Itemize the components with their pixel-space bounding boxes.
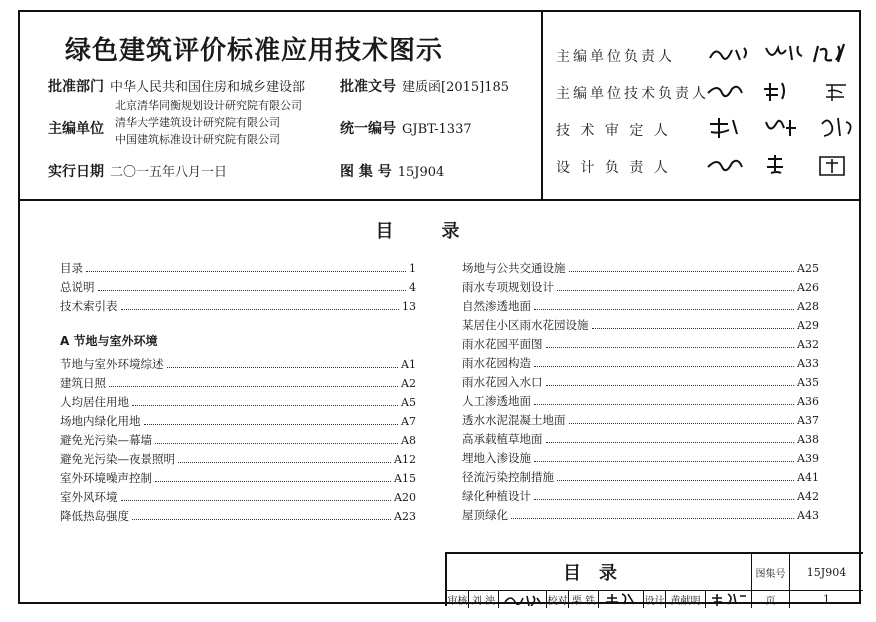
- handwritten-signatures: [706, 151, 866, 179]
- toc-leader: [534, 461, 794, 462]
- toc-leader: [132, 405, 398, 406]
- toc-entry[interactable]: [60, 470, 416, 489]
- editor-unit: 中国建筑标准设计研究院有限公司: [115, 133, 280, 146]
- signature-row: [556, 114, 856, 142]
- toc-entry[interactable]: [462, 431, 819, 450]
- toc-entry[interactable]: [462, 298, 819, 317]
- title-block: [445, 552, 863, 606]
- toc-entry-name: 人均居住用地: [60, 395, 129, 409]
- toc-entry-page: A1: [401, 358, 416, 371]
- toc-entry-page: A36: [797, 395, 819, 408]
- toc-entry-name: 雨水花园入水口: [462, 375, 543, 389]
- editor-units-label: 主编单位: [48, 121, 104, 137]
- toc-entry-page: A5: [401, 396, 416, 409]
- toc-entry-page: 4: [409, 281, 416, 294]
- toc-leader: [534, 499, 794, 500]
- toc-entry[interactable]: [462, 507, 819, 526]
- toc-leader: [155, 481, 391, 482]
- toc-entry[interactable]: [60, 375, 416, 394]
- handwritten-signatures: [706, 77, 866, 105]
- toc-heading: 目录: [375, 221, 508, 242]
- toc-entry[interactable]: [60, 298, 416, 317]
- toc-entry[interactable]: [60, 356, 416, 375]
- toc-entry[interactable]: [60, 451, 416, 470]
- toc-leader: [546, 442, 795, 443]
- toc-entry-name: 某居住小区雨水花园设施: [462, 318, 589, 332]
- toc-entry-name: 人工渗透地面: [462, 394, 531, 408]
- toc-entry-name: 绿化种植设计: [462, 489, 531, 503]
- toc-entry-page: A28: [797, 300, 819, 313]
- toc-entry-page: A26: [797, 281, 819, 294]
- toc-entry-name: 节地与室外环境综述: [60, 357, 164, 371]
- toc-entry[interactable]: [60, 279, 416, 298]
- unified-no-value: GJBT-1337: [402, 122, 472, 137]
- toc-entry-page: A7: [401, 415, 416, 428]
- checker-name: 栗 铁: [569, 590, 599, 608]
- toc-spacer: [60, 317, 416, 328]
- handwritten-signature: [603, 592, 639, 606]
- toc-entry-name: 降低热岛强度: [60, 509, 129, 523]
- toc-entry-page: A15: [394, 472, 416, 485]
- toc-entry-name: 透水水泥混凝土地面: [462, 413, 566, 427]
- atlas-title: 绿色建筑评价标准应用技术图示: [65, 36, 444, 66]
- handwritten-signature: [503, 592, 543, 606]
- toc-entry-page: A42: [797, 490, 819, 503]
- toc-leader: [557, 480, 794, 481]
- handwritten-signatures: [706, 40, 866, 68]
- toc-entry[interactable]: [462, 279, 819, 298]
- review-label: 审核: [447, 590, 469, 608]
- signature-row: [556, 40, 856, 68]
- design-label: 设计: [644, 590, 666, 608]
- toc-entry-name: 自然渗透地面: [462, 299, 531, 313]
- toc-entry[interactable]: [462, 336, 819, 355]
- toc-entry[interactable]: [60, 508, 416, 527]
- toc-leader: [167, 367, 399, 368]
- toc-entry-page: A32: [797, 338, 819, 351]
- signature-role: 技 术 审 定 人: [556, 123, 671, 139]
- approval-dept: [48, 76, 305, 96]
- approval-dept-value: 中华人民共和国住房和城乡建设部: [110, 80, 306, 95]
- unified-no: [340, 118, 472, 138]
- editor-units-list: [115, 97, 302, 148]
- toc-entry-name: 高承载植草地面: [462, 432, 543, 446]
- effective-date-value: 二〇一五年八月一日: [110, 165, 228, 180]
- toc-entry-name: 埋地入渗设施: [462, 451, 531, 465]
- toc-entry-page: A43: [797, 509, 819, 522]
- toc-entry-name: 场地与公共交通设施: [462, 261, 566, 275]
- signature-role: 设 计 负 责 人: [556, 160, 671, 176]
- toc-leader: [86, 271, 406, 272]
- toc-entry-page: A8: [401, 434, 416, 447]
- toc-entry-name: 屋顶绿化: [462, 508, 508, 522]
- toc-leader: [569, 423, 795, 424]
- approval-doc-label: 批准文号: [340, 79, 396, 95]
- header-divider: [20, 199, 859, 201]
- toc-entry[interactable]: [60, 260, 416, 279]
- toc-leader: [144, 424, 399, 425]
- toc-entry-page: A33: [797, 357, 819, 370]
- atlas-no-value: 15J904: [397, 165, 445, 180]
- toc-entry-name: 总说明: [60, 280, 95, 294]
- toc-entry[interactable]: [462, 317, 819, 336]
- toc-entry-name: 室外风环境: [60, 490, 118, 504]
- toc-leader: [121, 309, 400, 310]
- handwritten-signature: [711, 592, 747, 606]
- toc-entry-name: 避免光污染—幕墙: [60, 433, 152, 447]
- toc-entry[interactable]: [462, 450, 819, 469]
- effective-date: [48, 161, 227, 181]
- toc-entry-page: A35: [797, 376, 819, 389]
- unified-no-label: 统一编号: [340, 121, 396, 137]
- reviewer-signature: [499, 590, 547, 608]
- signature-row: [556, 151, 856, 179]
- toc-entry-page: A2: [401, 377, 416, 390]
- toc-leader: [98, 290, 407, 291]
- approval-doc: [340, 76, 509, 96]
- toc-section-title: A 节地与室外环境: [60, 334, 158, 348]
- atlas-no: [340, 161, 444, 181]
- toc-entry-name: 技术索引表: [60, 299, 118, 313]
- toc-entry-page: A23: [394, 510, 416, 523]
- toc-entry-name: 目录: [60, 261, 83, 275]
- toc-entry-name: 场地内绿化用地: [60, 414, 141, 428]
- toc-leader: [121, 500, 392, 501]
- editor-unit: 北京清华同衡规划设计研究院有限公司: [115, 99, 302, 112]
- toc-entry[interactable]: [462, 412, 819, 431]
- toc-entry-name: 径流污染控制措施: [462, 470, 554, 484]
- toc-entry[interactable]: [462, 488, 819, 507]
- toc-leader: [132, 519, 391, 520]
- toc-entry-name: 雨水花园构造: [462, 356, 531, 370]
- toc-entry-page: A29: [797, 319, 819, 332]
- toc-leader: [534, 366, 794, 367]
- toc-entry[interactable]: [462, 469, 819, 488]
- toc-entry-page: A37: [797, 414, 819, 427]
- toc-leader: [569, 271, 795, 272]
- toc-entry-page: A25: [797, 262, 819, 275]
- toc-entry[interactable]: [60, 489, 416, 508]
- toc-entry[interactable]: [462, 393, 819, 412]
- atlas-no-label: 图 集 号: [340, 164, 392, 180]
- approval-doc-value: 建质函[2015]185: [402, 80, 510, 95]
- toc-entry[interactable]: [60, 413, 416, 432]
- toc-entry-name: 建筑日照: [60, 376, 106, 390]
- toc-entry-page: A38: [797, 433, 819, 446]
- title-block-title: 目录: [447, 554, 752, 590]
- toc-entry-name: 室外环境噪声控制: [60, 471, 152, 485]
- page-number: 1: [823, 592, 830, 606]
- toc-entry-page: 1: [409, 262, 416, 275]
- toc-leader: [557, 290, 794, 291]
- editor-unit: 清华大学建筑设计研究院有限公司: [115, 116, 280, 129]
- toc-leader: [534, 309, 794, 310]
- signature-role: 主编单位技术负责人: [556, 86, 709, 102]
- designer-name: 黄献明: [666, 590, 706, 608]
- toc-entry-name: 避免光污染—夜景照明: [60, 452, 175, 466]
- toc-leader: [178, 462, 391, 463]
- toc-entry-page: A39: [797, 452, 819, 465]
- toc-entry-name: 雨水专项规划设计: [462, 280, 554, 294]
- toc-entry-page: A12: [394, 453, 416, 466]
- toc-entry[interactable]: [462, 260, 819, 279]
- toc-leader: [546, 385, 795, 386]
- toc-leader: [155, 443, 398, 444]
- toc-leader: [511, 518, 794, 519]
- toc-entry[interactable]: [462, 355, 819, 374]
- toc-entry-page: A41: [797, 471, 819, 484]
- toc-leader: [534, 404, 794, 405]
- designer-signature: [706, 590, 752, 608]
- editor-units-label-wrap: [48, 118, 104, 138]
- toc-leader: [546, 347, 795, 348]
- toc-entry[interactable]: [60, 432, 416, 451]
- toc-left-column: [60, 260, 416, 527]
- page-label: 页: [752, 590, 790, 608]
- toc-entry[interactable]: [60, 394, 416, 413]
- checker-signature: [599, 590, 644, 608]
- signature-role: 主编单位负责人: [556, 49, 675, 65]
- header-divider-vertical: [541, 12, 543, 199]
- approval-dept-label: 批准部门: [48, 79, 104, 95]
- toc-leader: [109, 386, 398, 387]
- check-label: 校对: [547, 590, 569, 608]
- toc-entry-page: A20: [394, 491, 416, 504]
- title-block-atlas-no: 15J904: [806, 565, 847, 579]
- title-block-atlas-label: 图集号: [752, 554, 790, 590]
- toc-entry-page: 13: [402, 300, 416, 313]
- toc-entry[interactable]: [462, 374, 819, 393]
- reviewer-name: 刘 泱: [469, 590, 499, 608]
- drawing-frame: [18, 10, 861, 607]
- toc-entry-name: 雨水花园平面图: [462, 337, 543, 351]
- handwritten-signatures: [706, 114, 866, 142]
- toc-right-column: [462, 260, 819, 526]
- toc-leader: [592, 328, 795, 329]
- effective-date-label: 实行日期: [48, 164, 104, 180]
- signature-row: [556, 77, 856, 105]
